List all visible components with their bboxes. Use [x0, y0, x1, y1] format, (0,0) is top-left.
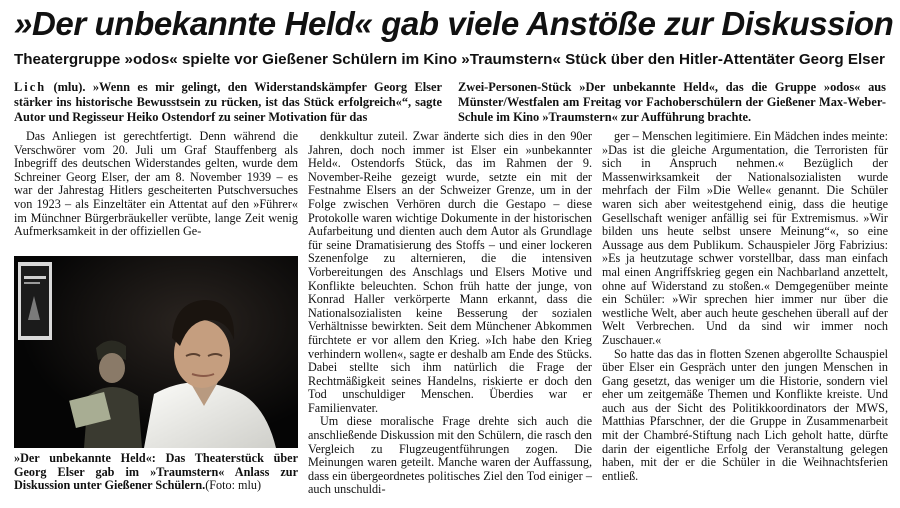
dateline-place: Lich — [14, 80, 47, 94]
article-photo — [14, 256, 298, 448]
article-subheadline: Theatergruppe »odos« spielte vor Gießener Schülern im Kino »Traumstern« Stück über den Hitler-Attentäter Georg Elser — [14, 51, 885, 68]
poster-prop — [18, 262, 52, 340]
theater-scene-image — [14, 256, 298, 448]
body-paragraph: ger – Menschen legitimiere. Ein Mädchen indes meinte: »Das ist die gleiche Argumentation, die Terroristen für sich in Anspruch nehmen.« Bezüglich der Massenwirksamkeit der Nationalsozialisten wurde mehrfach der Film »Die Welle« genannt. Die Schüler waren sich aber weitestgehend einig, dass die heutige Gesellschaft weniger anfällig sei für Extremismus. »Wir bilden uns heute selbst unsere Meinung“«, so eine Aussage aus dem Publikum. Schauspieler Jörg Fabrizius: »Es ja heutzutage schwer vorstellbar, dass man einfach mal einen Angriffskrieg gegen ein Nachbarland anzettelt, ohne auf Widerstand zu stoßen.« Demgegenüber meinte ein Schüler: »Wir sprechen hier immer nur über die westliche Welt, aber auch heute geschehen überall auf der Welt Verbrechen. Und da sind wir immer noch Zuschauer.« — [602, 129, 888, 347]
text-column-1 — [14, 130, 298, 239]
text-column-2 — [308, 130, 592, 497]
body-paragraph: Um diese moralische Frage drehte sich auch die anschließende Diskussion mit den Schülern, die rasch den Vergleich zu Flugzeugentführungen zogen. Die Meinungen waren geteilt. Manche waren der Auffassung, dass ein übergeordnetes politisches Ziel den Tod einiger – auch unschuldi- — [308, 414, 592, 497]
lead-paragraph-right: Zwei-Personen-Stück »Der unbekannte Held«, das die Gruppe »odos« aus Münster/Westfalen am Freitag vor Fachoberschülern der Gießener Max-Weber-Schule im Kino »Traumstern« zur Aufführung brachte. — [458, 80, 886, 125]
photo-caption — [14, 452, 298, 493]
text-column-3 — [602, 130, 888, 483]
caption-text: »Der unbekannte Held«: Das Theaterstück über Georg Elser gab im »Traumstern« Anlass zur Diskussion unter Gießener Schülern. — [14, 451, 298, 493]
photo-credit: (Foto: mlu) — [205, 478, 262, 493]
body-paragraph: denkkultur zuteil. Zwar änderte sich dies in den 90er Jahren, doch noch immer ist Elser ein »unbekannter Held«. Ostendorfs Stück, das im Rahmen der 9. November-Reihe gezeigt wurde, setzte ein mit der Festnahme Elsers an der Schweizer Grenze, um in der Folge zwischen Verhören durch die Gestapo – diese Protokolle waren wichtige Dokumente in der historischen Aufarbeitung und dienten auch dem Autor als Grundlage für seine Dramatisierung des Stoffs – und einer lockeren Szenenfolge zu alternieren, die die intensiven Vorbereitungen des Anschlags und Elsers Motive und Konflikte beleuchten. Schon früh hatte der junge, von Konrad Haller verkörperte Mann erkannt, dass die Nationalsozialisten keine Besserung der sozialen Verhältnisse bewirkten. Seit dem Münchener Abkommen fürchtete er vor allem den Krieg. »Ich habe den Krieg verhindern wollen«, sagte er deshalb am Ende des Stücks. Dabei stellte sich ihm natürlich die Frage der Rechtmäßigkeit seines Handelns, riskierte er doch den Tod unschuldiger Menschen. Überdies war er Familienvater. — [308, 129, 592, 415]
body-paragraph: So hatte das das in flotten Szenen abgerollte Schauspiel über Elser ein Gespräch unter den jungen Menschen in Gang gesetzt, das weniger um die Historie, sondern viel eher um zeitgemäße Themen und Konflikte kreiste. Und auch aus der Sicht des Politikkoordinators der MWS, Matthias Pfarschner, der die Gruppe in Zusammenarbeit mit der Chambré-Stiftung nach Lich geholt hatte, dürfte darin der eigentliche Erfolg der Veranstaltung gelegen haben, mit der er die Schüler in die Weihnachtsferien entließ. — [602, 346, 888, 483]
article-headline: »Der unbekannte Held« gab viele Anstöße zur Diskussion — [14, 5, 894, 42]
lead-paragraph-left — [14, 80, 442, 126]
body-paragraph: Das Anliegen ist gerechtfertigt. Denn während die Verschwörer vom 20. Juli um Graf Stauffenberg als Inbegriff des deutschen Widerstandes gelten, wurde dem Schreiner Georg Elser, der am 8. November 1939 – es war der Jahrestag Hitlers gescheiterten Putschversuches von 1923 – als Einzeltäter ein Attentat auf den »Führer« im Münchner Bürgerbräukeller verübte, lange Zeit wenig Aufmerksamkeit in der offiziellen Ge- — [14, 129, 298, 239]
lead-text-left: (mlu). »Wenn es mir gelingt, den Widerstandskämpfer Georg Elser stärker ins historische Bewusstsein zu rücken, ist das Stück erfolgreich«“, sagte Autor und Regisseur Heiko Ostendorf zu seiner Motivation für das — [14, 80, 442, 125]
